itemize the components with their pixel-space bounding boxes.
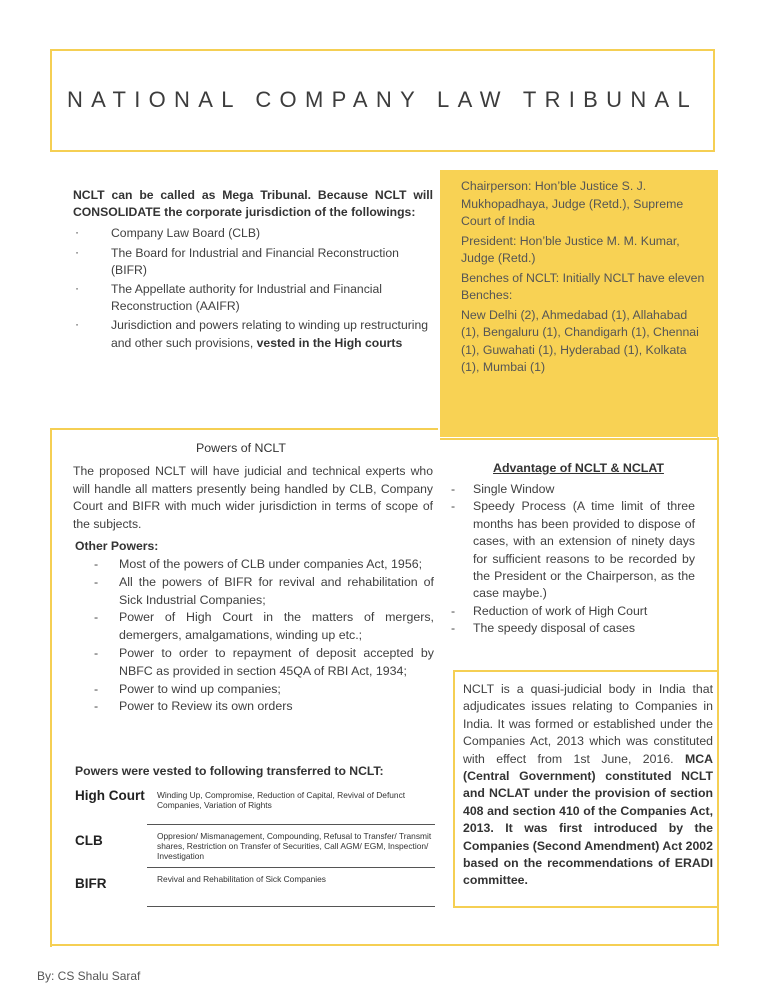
list-item-text: Most of the powers of CLB under companies Act, 1956; (119, 557, 423, 571)
dash-marker: - (94, 645, 99, 660)
table-row-label: BIFR (75, 876, 107, 891)
list-item-text: Reduction of work of High Court (473, 603, 648, 618)
author-footer: By: CS Shalu Saraf (37, 969, 141, 983)
dash-marker: - (94, 557, 99, 571)
other-powers-label: Other Powers: (75, 539, 159, 553)
intro-section (73, 187, 433, 354)
list-item-text: The speedy disposal of cases (473, 621, 636, 636)
bullet-marker: · (75, 225, 80, 240)
list-item-text: The Appellate authority for Industrial and Financial Reconstruction (AAIFR) (111, 282, 382, 314)
list-item-bold-text: vested in the High courts (256, 335, 403, 350)
list-item-text: Power to order to repayment of deposit accepted by NBFC as provided in section 45QA of RBI Act, 1934; (119, 645, 434, 678)
powers-list (91, 556, 434, 716)
dash-marker: - (94, 574, 99, 589)
advantage-title: Advantage of NCLT & NCLAT (493, 461, 664, 475)
list-item (448, 620, 695, 637)
intro-list (73, 225, 433, 351)
list-item (73, 317, 433, 351)
table-row-label: High Court (75, 788, 145, 803)
benches-text: Benches of NCLT: Initially NCLT have eleven Benches: (461, 270, 705, 302)
powers-table (75, 785, 435, 907)
list-item (91, 681, 434, 699)
list-item (91, 574, 434, 610)
nclt-about-text (463, 681, 713, 890)
outer-frame-right (717, 437, 719, 944)
list-item-text: Power to Review its own orders (119, 699, 293, 714)
dash-marker: - (94, 610, 99, 625)
dash-marker: - (94, 681, 99, 696)
table-row (75, 825, 435, 868)
list-item-text: Power to wind up companies; (119, 681, 281, 696)
list-item-text: Company Law Board (CLB) (111, 226, 261, 241)
president-text: President: Hon’ble Justice M. M. Kumar, Judge (Retd.) (461, 233, 680, 265)
list-item-text: The Board for Industrial and Financial Reconstruction (BIFR) (111, 245, 399, 277)
powers-title: Powers of NCLT (196, 441, 286, 455)
dash-marker: - (451, 603, 456, 618)
list-item (448, 481, 695, 498)
list-item (73, 281, 433, 315)
table-row (75, 868, 435, 907)
dash-marker: - (451, 621, 456, 636)
list-item (91, 556, 434, 574)
powers-intro: The proposed NCLT will have judicial and technical experts who will handle all matters presently being handled by CLB, Company Court and BIFR with much wider jurisdiction in terms of scope of the subjects. (73, 464, 433, 531)
dash-marker: - (451, 499, 456, 514)
list-item (448, 498, 695, 602)
dash-marker: - (451, 482, 456, 496)
list-item (91, 645, 434, 681)
table-row-desc: Revival and Rehabilitation of Sick Companies (157, 874, 326, 884)
bullet-marker: · (75, 281, 80, 296)
vested-label: Powers were vested to following transferred to NCLT: (75, 764, 384, 778)
list-item (91, 609, 434, 645)
nclt-about-plain: NCLT is a quasi-judicial body in India that adjudicates issues relating to Companies in India. It was formed or established under the Companies Act, 2013 which was constituted with effect from 1st June, 2016. (463, 682, 713, 766)
bullet-marker: · (75, 244, 80, 259)
list-item-text: Speedy Process (A time limit of three months has been provided to dispose of cases, with an extension of ninety days for sufficient reasons to be recorded by the President or the Chairperson, as the case maybe.) (473, 499, 695, 601)
list-item-text: Jurisdiction and powers relating to winding up restructuring and other such provisions, (111, 318, 429, 350)
table-row-label: CLB (75, 833, 103, 848)
list-item (73, 225, 433, 242)
list-item (448, 603, 695, 620)
intro-heading: NCLT can be called as Mega Tribunal. Because NCLT will CONSOLIDATE the corporate jurisdiction of the followings: (73, 188, 433, 220)
chairperson-text: Chairperson: Hon’ble Justice S. J. Mukhopadhaya, Judge (Retd.), Supreme Court of India (461, 179, 684, 228)
outer-frame-bottom (50, 944, 719, 946)
info-box (461, 178, 706, 379)
bench-list-text: New Delhi (2), Ahmedabad (1), Allahabad (1), Bengaluru (1), Chandigarh (1), Chennai (1), Guwahati (1), Hyderabad (1), Kolkata (1), Mumbai (1) (461, 307, 699, 374)
bullet-marker: · (75, 317, 80, 332)
advantage-list (448, 481, 695, 638)
list-item-text: Power of High Court in the matters of mergers, demergers, amalgamations, winding up etc.; (119, 610, 434, 643)
page-title: NATIONAL COMPANY LAW TRIBUNAL (66, 87, 699, 112)
table-row (75, 785, 435, 825)
table-row-desc: Oppresion/ Mismanagement, Compounding, Refusal to Transfer/ Transmit shares, Restriction on Transfer of Securities, Call AGM/ EGM, Inspection/ Investigation (157, 831, 432, 861)
list-item (91, 698, 434, 716)
list-item-text: All the powers of BIFR for revival and rehabilitation of Sick Industrial Companies; (119, 574, 434, 607)
list-item-text: Single Window (473, 482, 555, 496)
table-row-desc: Winding Up, Compromise, Reduction of Capital, Revival of Defunct Companies, Variation of Rights (157, 790, 406, 810)
nclt-about-bold: MCA (Central Government) constituted NCLT and NCLAT under the provision of section 408 and section 410 of the Companies Act, 2013. It was first introduced by the Companies (Second Amendment) Act 2002 based on the recommendations of ERADI committee. (463, 751, 713, 888)
list-item (73, 245, 433, 279)
dash-marker: - (94, 699, 99, 714)
